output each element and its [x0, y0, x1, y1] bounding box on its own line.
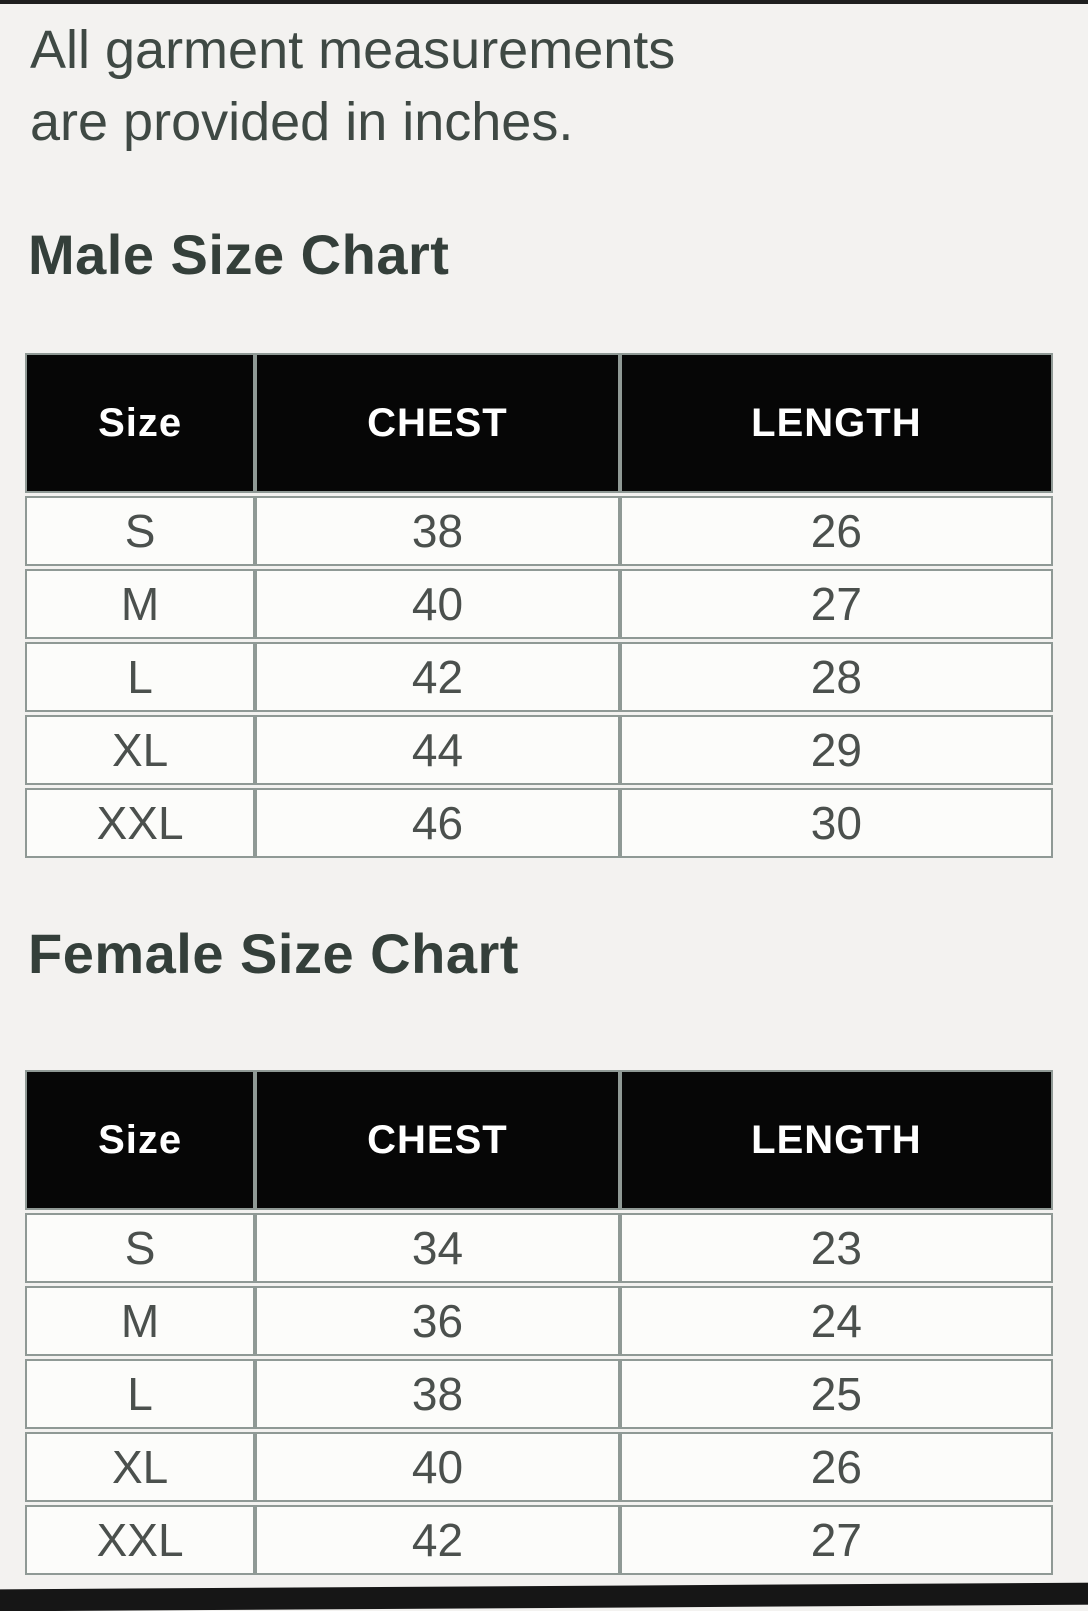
cell-size: M — [25, 1286, 255, 1356]
cell-chest: 44 — [255, 715, 620, 785]
size-row-xxl — [25, 1505, 1053, 1575]
female-chart-title: Female Size Chart — [28, 922, 519, 985]
bottom-edge-strip — [0, 1583, 1088, 1611]
cell-size: M — [25, 569, 255, 639]
cell-chest: 40 — [255, 1432, 620, 1502]
size-row-xl — [25, 715, 1053, 785]
column-header-size: Size — [25, 353, 255, 493]
column-header-chest: CHEST — [255, 353, 620, 493]
cell-size: L — [25, 642, 255, 712]
cell-size: XL — [25, 1432, 255, 1502]
cell-size: S — [25, 496, 255, 566]
cell-chest: 42 — [255, 1505, 620, 1575]
size-row-s — [25, 1213, 1053, 1283]
top-edge-strip — [0, 0, 1088, 4]
cell-length: 26 — [620, 496, 1053, 566]
intro-line-2: are provided in inches. — [30, 92, 574, 152]
column-header-length: LENGTH — [620, 1070, 1053, 1210]
size-row-l — [25, 1359, 1053, 1429]
female-size-table — [25, 1067, 1053, 1578]
cell-size: XXL — [25, 1505, 255, 1575]
column-header-chest: CHEST — [255, 1070, 620, 1210]
intro-line-1: All garment measurements — [30, 20, 676, 80]
column-header-length: LENGTH — [620, 353, 1053, 493]
cell-length: 23 — [620, 1213, 1053, 1283]
size-row-l — [25, 642, 1053, 712]
column-header-size: Size — [25, 1070, 255, 1210]
size-row-s — [25, 496, 1053, 566]
cell-size: L — [25, 1359, 255, 1429]
cell-chest: 46 — [255, 788, 620, 858]
cell-size: XL — [25, 715, 255, 785]
size-row-xxl — [25, 788, 1053, 858]
intro-text — [0, 0, 1088, 158]
cell-chest: 42 — [255, 642, 620, 712]
male-size-table — [25, 350, 1053, 861]
cell-chest: 34 — [255, 1213, 620, 1283]
header-row — [25, 353, 1053, 493]
cell-length: 24 — [620, 1286, 1053, 1356]
cell-length: 25 — [620, 1359, 1053, 1429]
size-row-xl — [25, 1432, 1053, 1502]
cell-length: 27 — [620, 569, 1053, 639]
size-row-m — [25, 1286, 1053, 1356]
cell-length: 29 — [620, 715, 1053, 785]
cell-length: 26 — [620, 1432, 1053, 1502]
cell-chest: 38 — [255, 496, 620, 566]
cell-size: XXL — [25, 788, 255, 858]
cell-size: S — [25, 1213, 255, 1283]
cell-chest: 40 — [255, 569, 620, 639]
cell-length: 28 — [620, 642, 1053, 712]
male-chart-title: Male Size Chart — [28, 223, 450, 286]
cell-length: 27 — [620, 1505, 1053, 1575]
cell-length: 30 — [620, 788, 1053, 858]
header-row — [25, 1070, 1053, 1210]
size-row-m — [25, 569, 1053, 639]
cell-chest: 36 — [255, 1286, 620, 1356]
cell-chest: 38 — [255, 1359, 620, 1429]
